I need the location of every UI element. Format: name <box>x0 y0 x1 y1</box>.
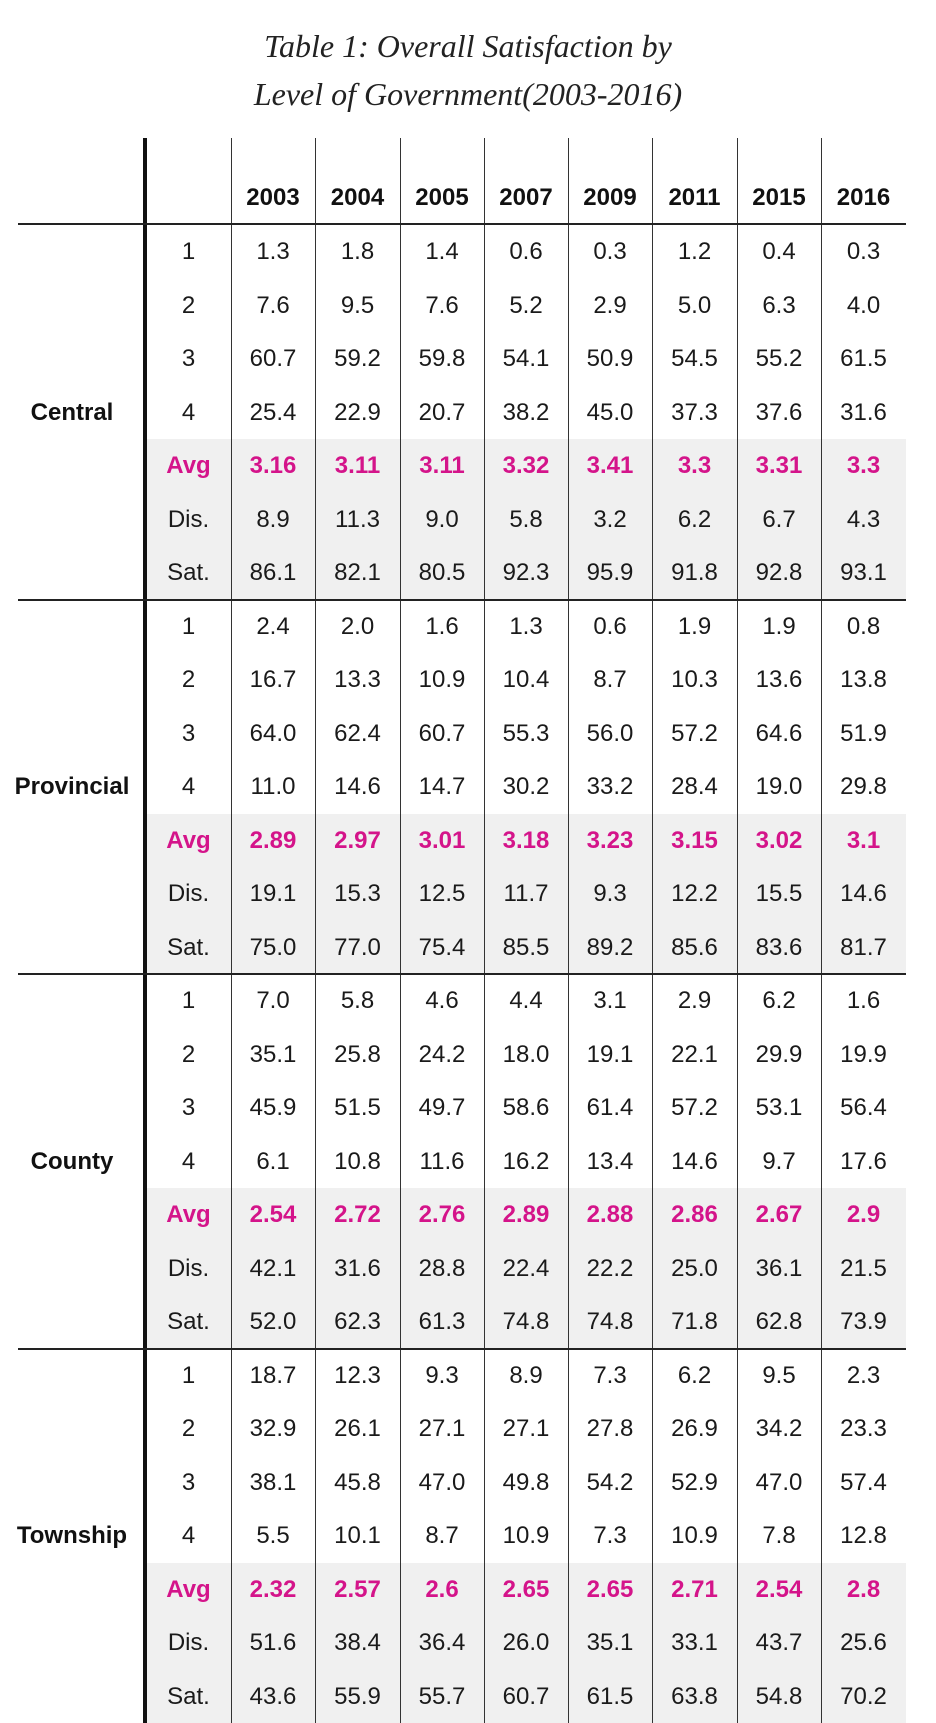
table-cell: 49.8 <box>484 1456 568 1510</box>
table-cell: 1.8 <box>315 225 400 279</box>
row-label: Sat. <box>146 1295 231 1349</box>
year-header: 2005 <box>400 173 484 223</box>
year-header: 2004 <box>315 173 400 223</box>
column-divider <box>821 138 822 1723</box>
table-cell: 91.8 <box>652 546 737 600</box>
table-cell: 2.4 <box>231 600 315 654</box>
table-cell: 14.6 <box>315 760 400 814</box>
row-label: 1 <box>146 1349 231 1403</box>
table-cell: 20.7 <box>400 386 484 440</box>
table-cell: 27.8 <box>568 1402 652 1456</box>
table-cell: 26.1 <box>315 1402 400 1456</box>
table-cell: 75.4 <box>400 921 484 975</box>
table-cell: 19.1 <box>231 867 315 921</box>
table-cell: 60.7 <box>400 707 484 761</box>
table-cell: 2.8 <box>821 1563 906 1617</box>
row-label: 4 <box>146 1509 231 1563</box>
table-cell: 1.6 <box>821 974 906 1028</box>
column-divider <box>568 138 569 1723</box>
row-label: Sat. <box>146 921 231 975</box>
row-label: 2 <box>146 653 231 707</box>
table-cell: 1.3 <box>484 600 568 654</box>
table-cell: 22.9 <box>315 386 400 440</box>
row-label: 4 <box>146 1135 231 1189</box>
table-cell: 15.5 <box>737 867 821 921</box>
table-cell: 2.9 <box>652 974 737 1028</box>
table-cell: 11.6 <box>400 1135 484 1189</box>
table-cell: 55.7 <box>400 1670 484 1723</box>
table-cell: 16.2 <box>484 1135 568 1189</box>
table-cell: 2.71 <box>652 1563 737 1617</box>
table-cell: 60.7 <box>484 1670 568 1723</box>
table-cell: 47.0 <box>737 1456 821 1510</box>
table-cell: 26.0 <box>484 1616 568 1670</box>
table-cell: 10.9 <box>652 1509 737 1563</box>
table-cell: 0.6 <box>484 225 568 279</box>
table-cell: 1.9 <box>737 600 821 654</box>
row-label: 4 <box>146 386 231 440</box>
table-cell: 62.8 <box>737 1295 821 1349</box>
table-cell: 56.4 <box>821 1081 906 1135</box>
table-cell: 38.2 <box>484 386 568 440</box>
table-cell: 12.2 <box>652 867 737 921</box>
table-cell: 38.4 <box>315 1616 400 1670</box>
table-cell: 52.0 <box>231 1295 315 1349</box>
table-cell: 6.1 <box>231 1135 315 1189</box>
table-cell: 37.6 <box>737 386 821 440</box>
table-cell: 17.6 <box>821 1135 906 1189</box>
year-header: 2016 <box>821 173 906 223</box>
table-cell: 43.7 <box>737 1616 821 1670</box>
table-cell: 43.6 <box>231 1670 315 1723</box>
table-cell: 55.9 <box>315 1670 400 1723</box>
table-cell: 70.2 <box>821 1670 906 1723</box>
table-cell: 53.1 <box>737 1081 821 1135</box>
table-cell: 5.5 <box>231 1509 315 1563</box>
row-label: Sat. <box>146 1670 231 1723</box>
table-cell: 4.3 <box>821 493 906 547</box>
table-cell: 2.6 <box>400 1563 484 1617</box>
table-cell: 29.8 <box>821 760 906 814</box>
table-cell: 25.4 <box>231 386 315 440</box>
table-cell: 18.7 <box>231 1349 315 1403</box>
table-cell: 9.7 <box>737 1135 821 1189</box>
table-cell: 2.86 <box>652 1188 737 1242</box>
table-cell: 85.6 <box>652 921 737 975</box>
table-cell: 59.2 <box>315 332 400 386</box>
table-cell: 3.3 <box>821 439 906 493</box>
table-cell: 36.1 <box>737 1242 821 1296</box>
group-rule <box>18 599 906 601</box>
table-cell: 19.0 <box>737 760 821 814</box>
table-cell: 2.57 <box>315 1563 400 1617</box>
table-cell: 2.89 <box>484 1188 568 1242</box>
table-cell: 58.6 <box>484 1081 568 1135</box>
table-cell: 9.0 <box>400 493 484 547</box>
table-cell: 55.3 <box>484 707 568 761</box>
table-cell: 10.4 <box>484 653 568 707</box>
table-cell: 51.6 <box>231 1616 315 1670</box>
table-cell: 1.6 <box>400 600 484 654</box>
table-cell: 52.9 <box>652 1456 737 1510</box>
table-cell: 51.5 <box>315 1081 400 1135</box>
table-cell: 18.0 <box>484 1028 568 1082</box>
table-cell: 0.3 <box>568 225 652 279</box>
group-label: Township <box>0 1509 144 1563</box>
table-cell: 25.6 <box>821 1616 906 1670</box>
table-cell: 22.4 <box>484 1242 568 1296</box>
table-cell: 15.3 <box>315 867 400 921</box>
table-cell: 64.0 <box>231 707 315 761</box>
year-header: 2015 <box>737 173 821 223</box>
table-cell: 3.23 <box>568 814 652 868</box>
table-cell: 83.6 <box>737 921 821 975</box>
table-cell: 74.8 <box>484 1295 568 1349</box>
table-cell: 29.9 <box>737 1028 821 1082</box>
table-cell: 34.2 <box>737 1402 821 1456</box>
table-cell: 33.1 <box>652 1616 737 1670</box>
row-label: 3 <box>146 707 231 761</box>
table-cell: 6.2 <box>737 974 821 1028</box>
table-cell: 85.5 <box>484 921 568 975</box>
table-cell: 11.3 <box>315 493 400 547</box>
table-cell: 61.5 <box>821 332 906 386</box>
table-cell: 35.1 <box>231 1028 315 1082</box>
table-cell: 3.15 <box>652 814 737 868</box>
table-cell: 12.3 <box>315 1349 400 1403</box>
table-cell: 3.1 <box>568 974 652 1028</box>
row-label: Avg <box>146 439 231 493</box>
row-label: Dis. <box>146 493 231 547</box>
table-cell: 14.6 <box>652 1135 737 1189</box>
table-cell: 2.0 <box>315 600 400 654</box>
table-cell: 7.0 <box>231 974 315 1028</box>
table-cell: 62.3 <box>315 1295 400 1349</box>
table-cell: 57.2 <box>652 1081 737 1135</box>
table-cell: 45.8 <box>315 1456 400 1510</box>
table-cell: 23.3 <box>821 1402 906 1456</box>
table-cell: 3.31 <box>737 439 821 493</box>
row-label: Dis. <box>146 867 231 921</box>
table-cell: 5.2 <box>484 279 568 333</box>
table-cell: 7.8 <box>737 1509 821 1563</box>
table-cell: 5.0 <box>652 279 737 333</box>
table-cell: 57.2 <box>652 707 737 761</box>
table-cell: 9.5 <box>315 279 400 333</box>
table-cell: 95.9 <box>568 546 652 600</box>
group-label: County <box>0 1135 144 1189</box>
table-cell: 0.8 <box>821 600 906 654</box>
table-cell: 64.6 <box>737 707 821 761</box>
table-cell: 38.1 <box>231 1456 315 1510</box>
table-cell: 22.2 <box>568 1242 652 1296</box>
row-label: Dis. <box>146 1616 231 1670</box>
table-cell: 54.1 <box>484 332 568 386</box>
table-cell: 25.0 <box>652 1242 737 1296</box>
table-cell: 13.8 <box>821 653 906 707</box>
table-cell: 3.1 <box>821 814 906 868</box>
table-cell: 14.7 <box>400 760 484 814</box>
table-cell: 11.0 <box>231 760 315 814</box>
table-cell: 7.3 <box>568 1349 652 1403</box>
table-cell: 3.01 <box>400 814 484 868</box>
row-label: Dis. <box>146 1242 231 1296</box>
table-cell: 81.7 <box>821 921 906 975</box>
table-cell: 32.9 <box>231 1402 315 1456</box>
table-cell: 3.2 <box>568 493 652 547</box>
table-cell: 6.7 <box>737 493 821 547</box>
table-cell: 33.2 <box>568 760 652 814</box>
table-cell: 1.9 <box>652 600 737 654</box>
table-cell: 19.9 <box>821 1028 906 1082</box>
table-cell: 45.0 <box>568 386 652 440</box>
row-label: 3 <box>146 332 231 386</box>
year-header: 2003 <box>231 173 315 223</box>
table-cell: 26.9 <box>652 1402 737 1456</box>
table-cell: 2.97 <box>315 814 400 868</box>
table-cell: 73.9 <box>821 1295 906 1349</box>
table-cell: 9.3 <box>568 867 652 921</box>
table-cell: 93.1 <box>821 546 906 600</box>
table-cell: 49.7 <box>400 1081 484 1135</box>
table-cell: 4.6 <box>400 974 484 1028</box>
table-cell: 2.88 <box>568 1188 652 1242</box>
table-cell: 2.89 <box>231 814 315 868</box>
table-cell: 3.11 <box>400 439 484 493</box>
table-cell: 63.8 <box>652 1670 737 1723</box>
table-cell: 42.1 <box>231 1242 315 1296</box>
table-cell: 8.7 <box>568 653 652 707</box>
table-cell: 6.2 <box>652 493 737 547</box>
row-label: 1 <box>146 225 231 279</box>
table-cell: 24.2 <box>400 1028 484 1082</box>
table-cell: 2.67 <box>737 1188 821 1242</box>
table-cell: 35.1 <box>568 1616 652 1670</box>
table-cell: 3.02 <box>737 814 821 868</box>
column-divider <box>484 138 485 1723</box>
table-cell: 54.8 <box>737 1670 821 1723</box>
table-cell: 10.3 <box>652 653 737 707</box>
table-cell: 27.1 <box>400 1402 484 1456</box>
table-cell: 47.0 <box>400 1456 484 1510</box>
table-cell: 2.65 <box>568 1563 652 1617</box>
group-rule <box>18 973 906 975</box>
table-cell: 7.6 <box>231 279 315 333</box>
table-cell: 0.3 <box>821 225 906 279</box>
table-left-border <box>143 138 147 1723</box>
row-label: 2 <box>146 1028 231 1082</box>
table-cell: 7.6 <box>400 279 484 333</box>
table-cell: 14.6 <box>821 867 906 921</box>
year-header: 2009 <box>568 173 652 223</box>
table-cell: 25.8 <box>315 1028 400 1082</box>
table-cell: 82.1 <box>315 546 400 600</box>
column-divider <box>737 138 738 1723</box>
table-cell: 2.32 <box>231 1563 315 1617</box>
row-label: Avg <box>146 1563 231 1617</box>
table-cell: 0.6 <box>568 600 652 654</box>
column-divider <box>231 138 232 1723</box>
table-cell: 75.0 <box>231 921 315 975</box>
table-cell: 2.9 <box>568 279 652 333</box>
table-cell: 12.5 <box>400 867 484 921</box>
row-label: 3 <box>146 1081 231 1135</box>
table-cell: 59.8 <box>400 332 484 386</box>
table-cell: 22.1 <box>652 1028 737 1082</box>
table-cell: 31.6 <box>821 386 906 440</box>
group-rule <box>18 1348 906 1350</box>
row-label: 1 <box>146 974 231 1028</box>
table-cell: 61.4 <box>568 1081 652 1135</box>
row-label: 1 <box>146 600 231 654</box>
column-divider <box>315 138 316 1723</box>
row-label: 2 <box>146 1402 231 1456</box>
table-cell: 62.4 <box>315 707 400 761</box>
table-cell: 92.3 <box>484 546 568 600</box>
table-cell: 1.2 <box>652 225 737 279</box>
table-cell: 3.18 <box>484 814 568 868</box>
table-cell: 31.6 <box>315 1242 400 1296</box>
table-cell: 3.32 <box>484 439 568 493</box>
year-header: 2007 <box>484 173 568 223</box>
row-label: 4 <box>146 760 231 814</box>
table-cell: 80.5 <box>400 546 484 600</box>
table-cell: 57.4 <box>821 1456 906 1510</box>
table-cell: 8.9 <box>484 1349 568 1403</box>
table-title-line-1: Table 1: Overall Satisfaction by <box>0 22 936 70</box>
table-cell: 92.8 <box>737 546 821 600</box>
table-cell: 89.2 <box>568 921 652 975</box>
row-label: 2 <box>146 279 231 333</box>
row-label: Sat. <box>146 546 231 600</box>
table-cell: 3.16 <box>231 439 315 493</box>
table-cell: 4.4 <box>484 974 568 1028</box>
row-label: Avg <box>146 814 231 868</box>
table-cell: 2.65 <box>484 1563 568 1617</box>
table-cell: 3.11 <box>315 439 400 493</box>
table-cell: 1.4 <box>400 225 484 279</box>
table-cell: 10.8 <box>315 1135 400 1189</box>
column-divider <box>652 138 653 1723</box>
table-cell: 28.4 <box>652 760 737 814</box>
table-title-line-2: Level of Government(2003-2016) <box>0 70 936 118</box>
table-cell: 16.7 <box>231 653 315 707</box>
table-cell: 50.9 <box>568 332 652 386</box>
table-cell: 55.2 <box>737 332 821 386</box>
table-cell: 10.1 <box>315 1509 400 1563</box>
table-cell: 2.76 <box>400 1188 484 1242</box>
table-cell: 51.9 <box>821 707 906 761</box>
year-header: 2011 <box>652 173 737 223</box>
table-cell: 1.3 <box>231 225 315 279</box>
group-label: Provincial <box>0 760 144 814</box>
table-cell: 5.8 <box>484 493 568 547</box>
table-cell: 2.72 <box>315 1188 400 1242</box>
table-cell: 30.2 <box>484 760 568 814</box>
table-cell: 27.1 <box>484 1402 568 1456</box>
table-cell: 0.4 <box>737 225 821 279</box>
table-cell: 21.5 <box>821 1242 906 1296</box>
table-cell: 74.8 <box>568 1295 652 1349</box>
table-cell: 10.9 <box>484 1509 568 1563</box>
table-cell: 4.0 <box>821 279 906 333</box>
table-cell: 45.9 <box>231 1081 315 1135</box>
group-label: Central <box>0 386 144 440</box>
table-cell: 71.8 <box>652 1295 737 1349</box>
table-cell: 19.1 <box>568 1028 652 1082</box>
table-cell: 10.9 <box>400 653 484 707</box>
header-rule <box>18 223 906 225</box>
table-cell: 3.41 <box>568 439 652 493</box>
table-cell: 36.4 <box>400 1616 484 1670</box>
table-cell: 8.9 <box>231 493 315 547</box>
table-cell: 2.9 <box>821 1188 906 1242</box>
table-cell: 7.3 <box>568 1509 652 1563</box>
table-cell: 37.3 <box>652 386 737 440</box>
table-cell: 56.0 <box>568 707 652 761</box>
row-label: 3 <box>146 1456 231 1510</box>
table-cell: 86.1 <box>231 546 315 600</box>
table-cell: 13.4 <box>568 1135 652 1189</box>
table-cell: 6.3 <box>737 279 821 333</box>
table-cell: 28.8 <box>400 1242 484 1296</box>
table-cell: 9.3 <box>400 1349 484 1403</box>
table-cell: 61.3 <box>400 1295 484 1349</box>
table-cell: 13.6 <box>737 653 821 707</box>
table-cell: 77.0 <box>315 921 400 975</box>
table-cell: 2.54 <box>737 1563 821 1617</box>
row-label: Avg <box>146 1188 231 1242</box>
table-cell: 54.2 <box>568 1456 652 1510</box>
table-cell: 3.3 <box>652 439 737 493</box>
table-cell: 12.8 <box>821 1509 906 1563</box>
table-cell: 2.54 <box>231 1188 315 1242</box>
table-cell: 11.7 <box>484 867 568 921</box>
table-cell: 60.7 <box>231 332 315 386</box>
table-cell: 2.3 <box>821 1349 906 1403</box>
table-cell: 9.5 <box>737 1349 821 1403</box>
column-divider <box>400 138 401 1723</box>
table-cell: 5.8 <box>315 974 400 1028</box>
table-cell: 61.5 <box>568 1670 652 1723</box>
table-cell: 54.5 <box>652 332 737 386</box>
table-cell: 8.7 <box>400 1509 484 1563</box>
table-cell: 13.3 <box>315 653 400 707</box>
table-cell: 6.2 <box>652 1349 737 1403</box>
